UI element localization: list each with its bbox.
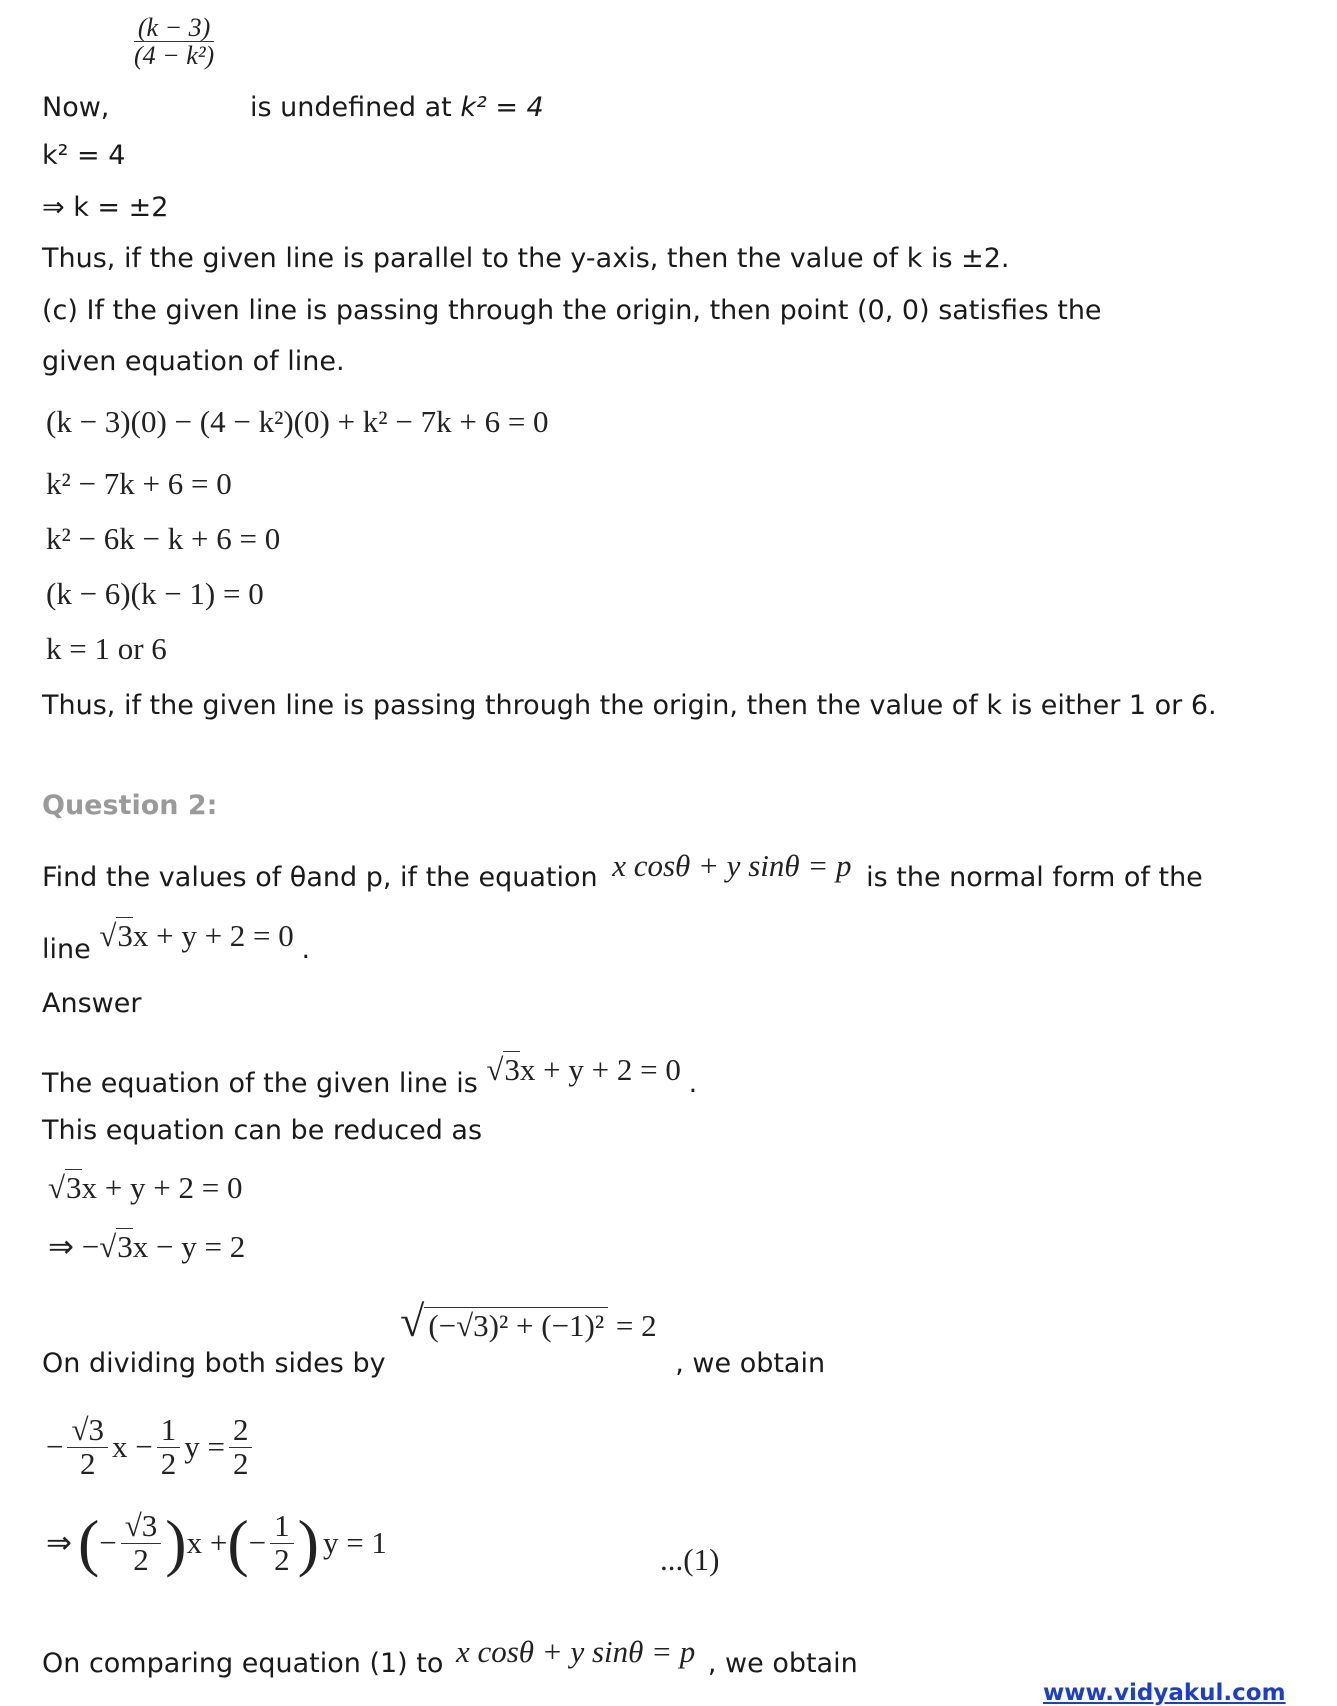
ratio-fraction [130, 14, 218, 70]
given-line-equation: √3x + y + 2 = 0 [486, 1052, 681, 1087]
normal-form-equation: x cosθ + y sinθ = p [612, 848, 852, 883]
vidyakul-website-link[interactable]: www.vidyakul.com [1043, 1680, 1286, 1706]
ratio-denominator: (4 − k²) [134, 41, 215, 71]
part-c-eq5: k = 1 or 6 [46, 631, 167, 666]
comparing-equation: x cosθ + y sinθ = p [455, 1634, 696, 1669]
part-c-intro-line1: (c) If the given line is passing through the origin, then point (0, 0) satisfies the [42, 295, 1102, 326]
normal-frac-1-over-2: $\frac{1}{2}$ [270, 1510, 294, 1576]
undefined-text: is undefined at k² = 4 [250, 92, 544, 123]
part-c-eq2: k² − 7k + 6 = 0 [46, 466, 232, 501]
dividing-expression: √ (−√3)² + (−1)² = 2 [400, 1297, 657, 1346]
answer-label: Answer [42, 988, 142, 1019]
given-line-row: The equation of the given line is √3x + y + 2 = 0 . [42, 1052, 698, 1099]
question-line-equation: √3x + y + 2 = 0 [99, 918, 294, 953]
normal-form-derivation: ⇒ ( − $\frac{√3}{2}$ ) x + ( − $\frac{1}{2}$ ) y = 1 [46, 1507, 387, 1579]
part-c-eq1: (k − 3)(0) − (4 − k²)(0) + k² − 7k + 6 = 0 [46, 404, 549, 439]
dividing-row: On dividing both sides by √ (−√3)² + (−1)² = 2 , we obtain [42, 1297, 826, 1379]
normal-frac-sqrt3-over-2: $\frac{√3}{2}$ [121, 1510, 162, 1576]
frac-1-over-2: $\frac{1}{2}$ [157, 1414, 181, 1480]
now-label: Now, [42, 92, 110, 123]
question-text-row1: Find the values of θand p, if the equation x cosθ + y sinθ = p is the normal form of the [42, 848, 1203, 893]
part-c-conclusion: Thus, if the given line is passing through the origin, then the value of k is either 1 or 6. [42, 690, 1217, 721]
reduced-text: This equation can be reduced as [42, 1115, 483, 1146]
step2-equation: ⇒ −√3x − y = 2 [48, 1229, 246, 1264]
k-squared-line: k² = 4 [42, 140, 126, 171]
step1-equation: √3x + y + 2 = 0 [48, 1170, 243, 1205]
question-text-row2: line √3x + y + 2 = 0 . [42, 918, 311, 965]
part-c-intro-line2: given equation of line. [42, 346, 345, 377]
part-b-conclusion: Thus, if the given line is parallel to the y-axis, then the value of k is ±2. [42, 243, 1010, 274]
frac-2-over-2: $\frac{2}{2}$ [229, 1414, 253, 1480]
equation-number: ...(1) [660, 1542, 720, 1577]
fraction-equation: − $\frac{√3}{2}$ x − $\frac{1}{2}$ y = $\frac{2}{2}$ [46, 1414, 256, 1480]
ratio-numerator: (k − 3) [134, 14, 214, 42]
part-c-eq4: (k − 6)(k − 1) = 0 [46, 576, 264, 611]
question-heading: Question 2: [42, 790, 218, 821]
k-plusminus-line: ⇒ k = ±2 [42, 192, 169, 223]
frac-sqrt3-over-2: $\frac{√3}{2}$ [67, 1414, 108, 1480]
part-c-eq3: k² − 6k − k + 6 = 0 [46, 521, 281, 556]
comparing-row: On comparing equation (1) to x cosθ + y sinθ = p , we obtain [42, 1634, 858, 1679]
undefined-condition: k² = 4 [460, 92, 544, 123]
